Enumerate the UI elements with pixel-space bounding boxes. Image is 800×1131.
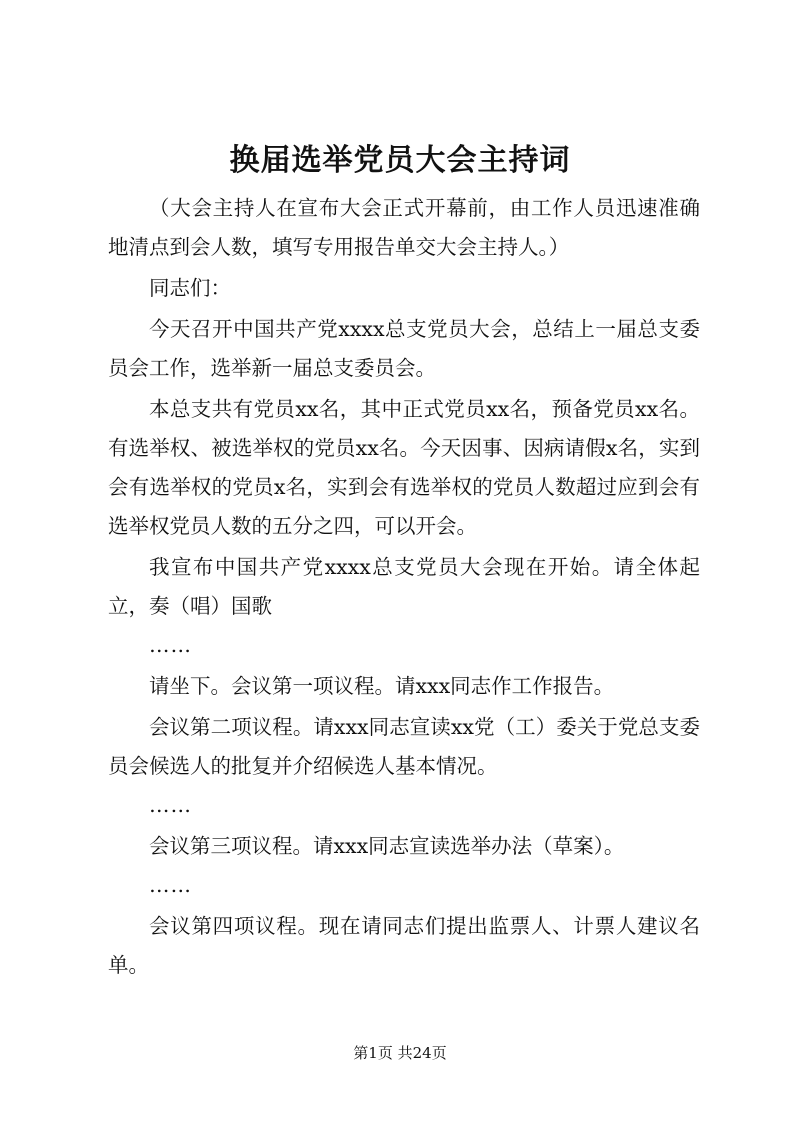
- paragraph-host-note: （大会主持人在宣布大会正式开幕前，由工作人员迅速准确地清点到会人数，填写专用报告单交大会主持人。）: [108, 196, 700, 259]
- paragraph-member-count: 本总支共有党员xx名，其中正式党员xx名，预备党员xx名。有选举权、被选举权的党员xx名。今天因事、因病请假x名，实到会有选举权的党员x名，实到会有选举权的党员人数超过应到会有选举权党员人数的五分之四，可以开会。: [108, 397, 700, 538]
- paragraph-ellipsis: ……: [149, 633, 192, 657]
- page-footer: 第1页 共24页: [353, 1044, 447, 1062]
- document-title: 换届选举党员大会主持词: [229, 143, 571, 178]
- paragraph-greeting: 同志们：: [149, 276, 231, 300]
- paragraph-ellipsis: ……: [149, 873, 192, 897]
- paragraph-agenda-3: 会议第三项议程。请xxx同志宣读选举办法（草案）。: [149, 834, 625, 858]
- paragraph-agenda-2: 会议第二项议程。请xxx同志宣读xx党（工）委关于党总支委员会候选人的批复并介绍候选人基本情况。: [108, 715, 700, 778]
- paragraph-agenda-1: 请坐下。会议第一项议程。请xxx同志作工作报告。: [149, 674, 615, 698]
- paragraph-opening: 今天召开中国共产党xxxx总支党员大会，总结上一届总支委员会工作，选举新一届总支委员会。: [108, 317, 700, 380]
- paragraph-agenda-4: 会议第四项议程。现在请同志们提出监票人、计票人建议名单。: [108, 914, 700, 977]
- paragraph-ellipsis: ……: [149, 793, 192, 817]
- paragraph-announcement: 我宣布中国共产党xxxx总支党员大会现在开始。请全体起立，奏（唱）国歌: [108, 555, 700, 618]
- document-body: [108, 189, 700, 985]
